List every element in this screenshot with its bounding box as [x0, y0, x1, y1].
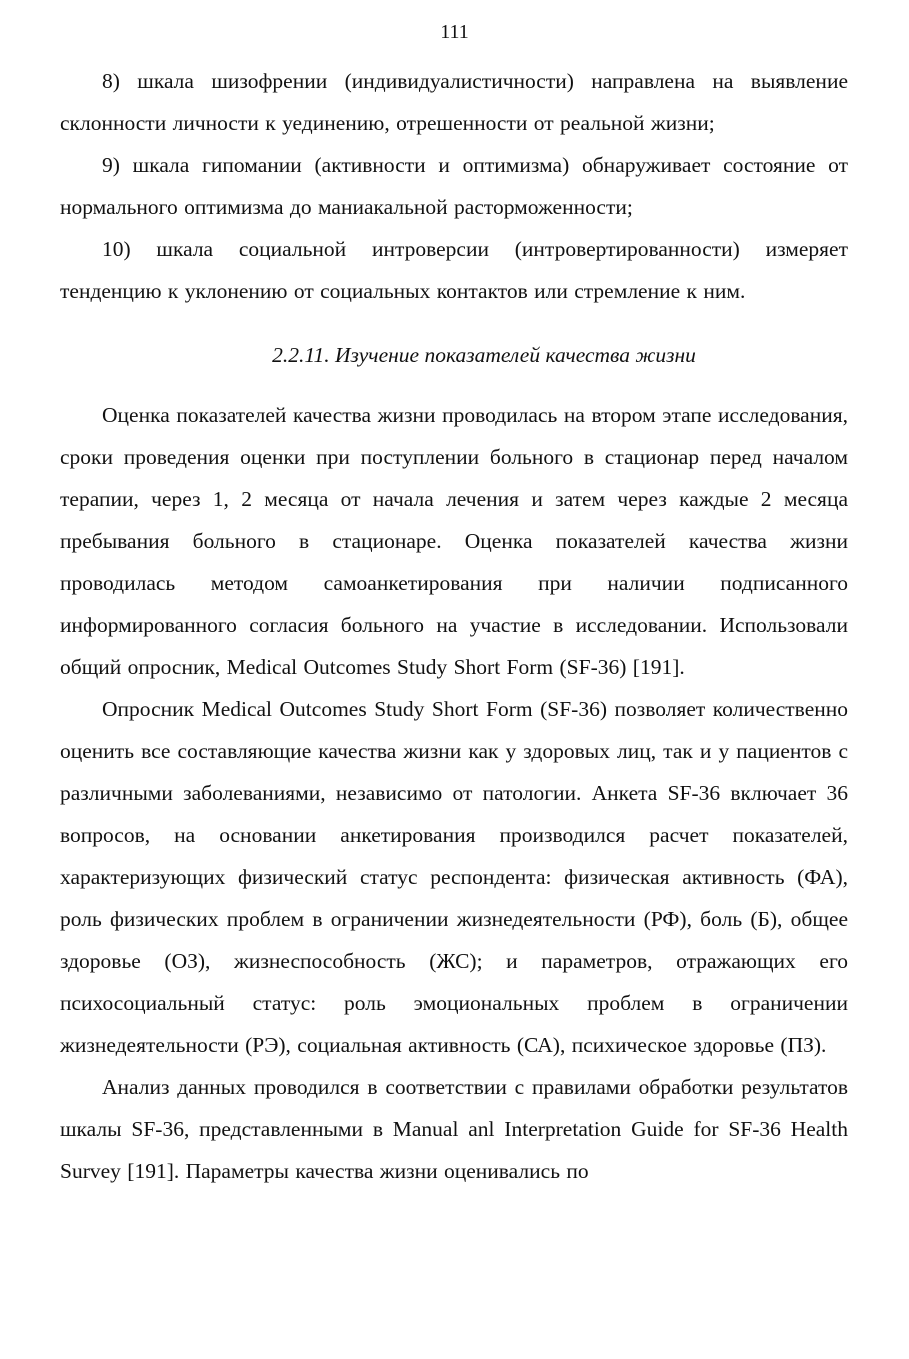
- page-number: 111: [440, 21, 469, 43]
- list-item-social-introversion-scale: 10) шкала социальной интроверсии (интровертированности) измеряет тенденцию к уклонению от социальных контактов или стремление к ним.: [60, 237, 848, 303]
- list-item-schizophrenia-scale: 8) шкала шизофрении (индивидуалистичности) направлена на выявление склонности личности к уединению, отрешенности от реальной жизни;: [60, 69, 848, 135]
- section-heading: 2.2.11. Изучение показателей качества жизни: [272, 343, 696, 367]
- paragraph-data-analysis: Анализ данных проводился в соответствии с правилами обработки результатов шкалы SF-36, представленными в Manual anl Interpretation Guide for SF-36 Health Survey [191]. Параметры качества жизни оценивались по: [60, 1075, 848, 1183]
- paragraph-sf36-description: Опросник Medical Outcomes Study Short Form (SF-36) позволяет количественно оценить все составляющие качества жизни как у здоровых лиц, так и у пациентов с различными заболеваниями, независимо от патологии. Анкета SF-36 включает 36 вопросов, на основании анкетирования производился расчет показателей, характеризующих физический статус респондента: физическая активность (ФА), роль физических проблем в ограничении жизнедеятельности (РФ), боль (Б), общее здоровье (ОЗ), жизнеспособность (ЖС); и параметров, отражающих его психосоциальный статус: роль эмоциональных проблем в ограничении жизнедеятельности (РЭ), социальная активность (СА), психическое здоровье (ПЗ).: [60, 697, 848, 1057]
- paragraph-quality-of-life-assessment: Оценка показателей качества жизни проводилась на втором этапе исследования, сроки проведения оценки при поступлении больного в стационар перед началом терапии, через 1, 2 месяца от начала лечения и затем через каждые 2 месяца пребывания больного в стационаре. Оценка показателей качества жизни проводилась методом самоанкетирования при наличии подписанного информированного согласия больного на участие в исследовании. Использовали общий опросник, Medical Outcomes Study Short Form (SF-36) [191].: [60, 403, 848, 679]
- list-item-hypomania-scale: 9) шкала гипомании (активности и оптимизма) обнаруживает состояние от нормального оптимизма до маниакальной расторможенности;: [60, 153, 848, 219]
- page-content: [60, 60, 848, 1192]
